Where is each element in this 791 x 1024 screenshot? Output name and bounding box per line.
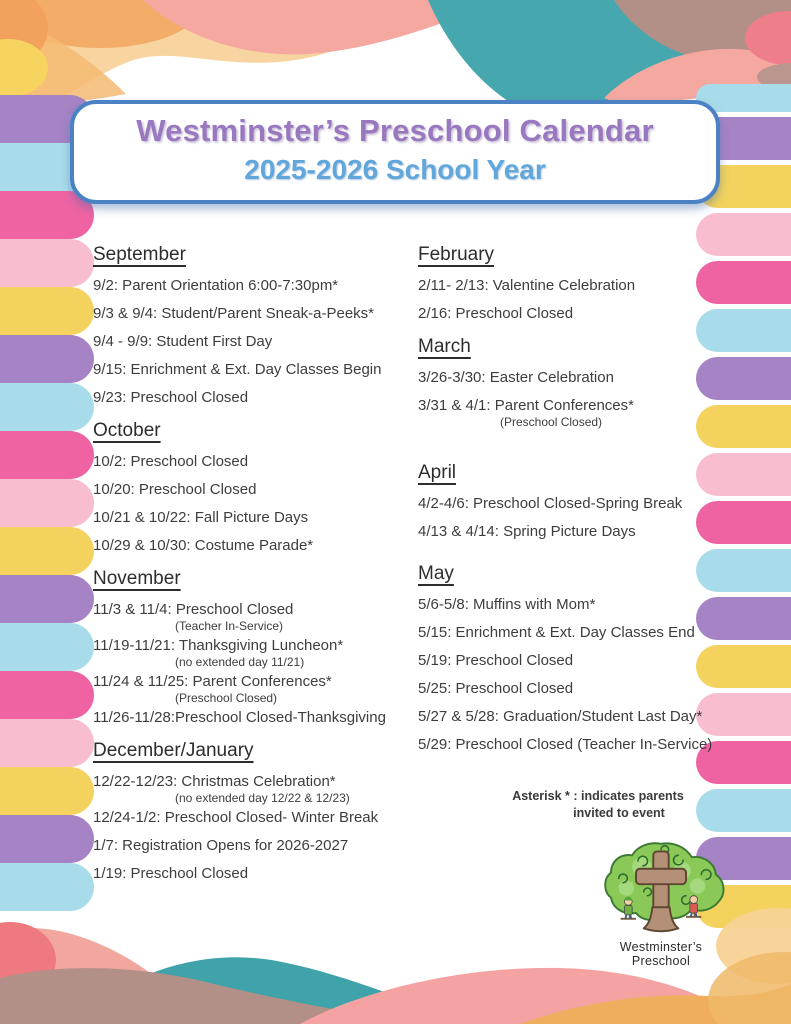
event-item: 12/22-12/23: Christmas Celebration* [93,773,336,790]
border-pill-hotpink [0,431,94,479]
month-section-may [418,562,728,753]
footnote-line-2: invited to event [573,805,665,820]
footnote-line-1: Asterisk * : indicates parents [512,789,684,803]
left-column [93,243,418,894]
border-pill-purple [0,335,94,383]
event-item: 1/7: Registration Opens for 2026-2027 [93,837,349,854]
event-item: 4/13 & 4/14: Spring Picture Days [418,523,636,540]
month-heading: October [93,420,161,441]
event-item: 2/11- 2/13: Valentine Celebration [418,277,636,294]
month-section-march [418,335,728,429]
border-pill-lightpink [0,479,94,527]
calendar-title: Westminster’s Preschool Calendar [136,113,654,148]
event-item: 11/3 & 11/4: Preschool Closed [93,601,294,618]
event-item: 9/3 & 9/4: Student/Parent Sneak-a-Peeks* [93,305,375,322]
event-item: 10/29 & 10/30: Costume Parade* [93,537,314,554]
border-pill-lightblue [0,623,94,671]
border-pill-purple [0,815,94,863]
border-pill-lightblue [0,383,94,431]
month-section-february [418,243,728,322]
border-pill-lightpink [0,239,94,287]
month-section-september [93,243,418,406]
event-item: 5/29: Preschool Closed (Teacher In-Service) [418,736,713,753]
border-pill-yellow [0,527,94,575]
month-section-december-january [93,739,418,882]
month-section-october [93,419,418,554]
event-item: 10/21 & 10/22: Fall Picture Days [93,509,309,526]
event-item: 9/23: Preschool Closed [93,389,249,406]
border-pill-hotpink [0,671,94,719]
event-item: 9/15: Enrichment & Ext. Day Classes Begin [93,361,382,378]
event-item: 11/26-11/28:Preschool Closed-Thanksgiving [93,709,386,726]
event-note: (no extended day 11/21) [175,655,305,669]
event-note: (Teacher In-Service) [175,619,284,633]
event-item: 5/19: Preschool Closed [418,652,574,669]
border-pill-yellow [0,287,94,335]
month-heading: September [93,244,186,265]
event-item: 4/2-4/6: Preschool Closed-Spring Break [418,495,683,512]
month-heading: November [93,568,181,589]
event-note: (Preschool Closed) [500,415,603,429]
left-pill-border [0,95,94,911]
logo-caption: Westminster’s Preschool [619,940,703,968]
event-item: 12/24-1/2: Preschool Closed- Winter Break [93,809,379,826]
event-item: 2/16: Preschool Closed [418,305,574,322]
event-item: 10/2: Preschool Closed [93,453,249,470]
event-item: 3/31 & 4/1: Parent Conferences* [418,397,634,414]
event-item: 5/25: Preschool Closed [418,680,574,697]
event-item: 11/19-11/21: Thanksgiving Luncheon* [93,637,344,654]
event-item: 5/27 & 5/28: Graduation/Student Last Day* [418,708,703,725]
preschool-logo [592,838,730,968]
event-item: 9/2: Parent Orientation 6:00-7:30pm* [93,277,339,294]
school-year-subtitle: 2025-2026 School Year [244,154,546,185]
event-item: 5/6-5/8: Muffins with Mom* [418,596,596,613]
month-heading: February [418,244,495,265]
event-note: (no extended day 12/22 & 12/23) [175,791,350,805]
border-pill-yellow [0,767,94,815]
title-box [70,100,720,204]
border-pill-lightpink [0,719,94,767]
asterisk-footnote [478,788,718,822]
month-heading: May [418,563,454,584]
month-heading: March [418,336,471,357]
event-item: 9/4 - 9/9: Student First Day [93,333,273,350]
border-pill-purple [0,575,94,623]
event-item: 11/24 & 11/25: Parent Conferences* [93,673,332,690]
month-heading: April [418,462,457,483]
month-section-april [418,461,728,540]
month-heading: December/January [93,740,254,761]
event-item: 3/26-3/30: Easter Celebration [418,369,614,386]
month-section-november [93,567,418,726]
event-item: 10/20: Preschool Closed [93,481,257,498]
event-item: 1/19: Preschool Closed [93,865,249,882]
tree-cross-logo-icon [593,838,729,938]
event-note: (Preschool Closed) [175,691,278,705]
event-item: 5/15: Enrichment & Ext. Day Classes End [418,624,695,641]
